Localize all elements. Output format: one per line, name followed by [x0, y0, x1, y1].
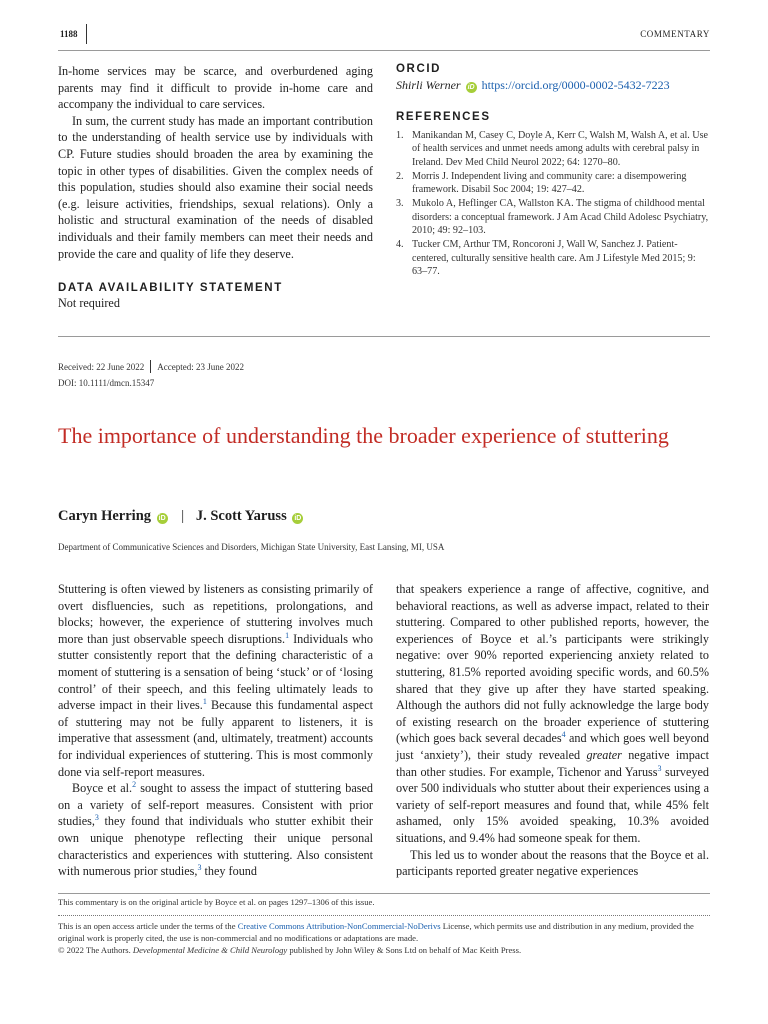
- footer-dotted-rule: [58, 915, 710, 916]
- data-availability-section: [58, 282, 373, 311]
- article-body-right: [396, 581, 709, 880]
- citation-link[interactable]: 4: [561, 730, 566, 740]
- commentary-note: This commentary is on the original article by Boyce et al. on pages 1297–1306 of this issue.: [58, 897, 375, 907]
- author-name[interactable]: J. Scott Yaruss: [195, 508, 287, 524]
- citation-link[interactable]: 1: [285, 630, 290, 640]
- page-number: 1188: [60, 29, 78, 39]
- citation-link[interactable]: 3: [657, 763, 662, 773]
- data-availability-text: Not required: [58, 296, 120, 310]
- references-heading: REFERENCES: [396, 111, 491, 123]
- orcid-heading: ORCID: [396, 63, 442, 75]
- footer-rule: [58, 893, 710, 894]
- received-date: Received: 22 June 2022: [58, 362, 145, 372]
- section-label: COMMENTARY: [640, 29, 710, 39]
- reference-item: 3. Mukolo A, Heflinger CA, Wallston KA. The stigma of childhood mental disorders: a conceptual framework. J Am Acad Child Adolesc Psychiatry, 2010; 49: 92–103.: [396, 198, 709, 237]
- reference-list: [396, 129, 709, 278]
- author-line: [58, 508, 305, 525]
- previous-article-text: [58, 63, 373, 262]
- citation-link[interactable]: 3: [197, 863, 202, 873]
- orcid-icon[interactable]: iD: [294, 515, 302, 522]
- paragraph: Boyce et al.$^2$ sought to assess the impact of stuttering based on a variety of self-report measures. Consistent with prior studies,$^3$ they found that individuals who stutter exhibit their own unique phenotype reflecting their unique personal characteristics and experiences with stuttering. Also consistent with numerous prior studies,$^3$ they found: [58, 780, 373, 879]
- paragraph: In-home services may be scarce, and overburdened aging parents may find it difficult to provide in-home care and accompany the individual to care services.: [58, 64, 373, 112]
- paragraph: In sum, the current study has made an important contribution to the understanding of health service use by individuals with CP. Future studies should broaden the area by examining the topic in other types of disabilities. Given the complex needs of this population, studies should also examine their social needs (e.g. leisure activities, friendships, sexual relations). Only a holistic and structural examination of the needs of disabled individuals and their family members can meet their needs and provide the care and quality of life they deserve.: [58, 113, 373, 261]
- orcid-entry: [396, 78, 709, 93]
- header-rule: [58, 50, 710, 51]
- reference-item: 2. Morris J. Independent living and community care: a disempowering framework. Disabil Soc 2004; 19: 427–42.: [396, 170, 687, 196]
- orcid-link[interactable]: https://orcid.org/0000-0002-5432-7223: [481, 78, 670, 92]
- license-statement: This is an open access article under the terms of the Creative Commons Attribution-NonCommercial-NoDerivs License, which permits use and distribution in any medium, provided the original work is properly cited, the use is non-commercial and no modifications or adaptations are made. © 2022 The Authors. Developmental Medicine & Child Neurology published by John Wiley & Sons Ltd on behalf of Mac Keith Press.: [58, 920, 710, 956]
- citation-link[interactable]: 3: [94, 813, 99, 823]
- paragraph: that speakers experience a range of affective, cognitive, and behavioral reactions, as well as adverse impact, related to their stuttering. Compared to other published reports, however, the experiences of Boyce et al.’s participants were strikingly negative: over 90% reported experiencing anxiety related to stuttering, 81.5% reported avoiding specific words, and 60.5% shared that they give up after they have started speaking. Although the authors did not fully acknowledge the large body of existing research on the broader experience of stuttering (which goes back several decades$^4$ and which goes well beyond just ‘anxiety’), their study revealed greater negative impact than other studies. For example, Tichenor and Yaruss$^3$ surveyed over 500 individuals who stutter about their experiences using a variety of self-report measures and found that, while 45% felt ashamed, only 15% avoided speaking, 10.3% avoided situations, and 9.4% had someone speak for them.: [396, 582, 710, 845]
- reference-item: 4. Tucker CM, Arthur TM, Roncoroni J, Wall W, Sanchez J. Patient-centered, culturally sensitive health care. Am J Lifestyle Med 2015; 9: 63–77.: [396, 239, 696, 277]
- license-link[interactable]: Creative Commons Attribution-NonCommercial-NoDerivs: [237, 921, 441, 931]
- reference-item: 1. Manikandan M, Casey C, Doyle A, Kerr C, Walsh M, Walsh A, et al. Use of health services and unmet needs among adults with cerebral palsy in Ireland. Dev Med Child Neurol 2022; 64: 1270–80.: [396, 130, 709, 168]
- data-availability-heading: DATA AVAILABILITY STATEMENT: [58, 282, 283, 294]
- doi[interactable]: DOI: 10.1111/dmcn.15347: [58, 378, 155, 388]
- citation-link[interactable]: 2: [132, 780, 137, 790]
- orcid-icon[interactable]: iD: [467, 84, 475, 91]
- article-dates: [58, 360, 244, 373]
- author-separator: |: [181, 508, 185, 524]
- article-title: The importance of understanding the broader experience of stuttering: [58, 423, 669, 448]
- paragraph: Stuttering is often viewed by listeners as consisting primarily of overt disfluencies, such as repetitions, prolongations, and blocks; however, the experience of stuttering involves much more than just observable speech disruptions.$^1$ Individuals who stutter consistently report that the defining characteristic of a moment of stuttering is a sensation of being ‘stuck’ or of ‘losing control’ of their speech, and this feeling ultimately leads to adverse impact in their lives.$^1$ Because this fundamental aspect of stuttering may not be fully apparent to listeners, it is imperative that assessment (and, ultimately, treatment) accounts for individual experiences of stuttering. This is most commonly done via self-report measures.: [58, 582, 373, 779]
- article-body-left: [58, 581, 373, 880]
- article-divider: [58, 336, 710, 337]
- header-divider: [86, 24, 87, 44]
- orcid-icon[interactable]: iD: [158, 515, 166, 522]
- orcid-and-references: [396, 63, 709, 279]
- orcid-author-name: Shirli Werner: [396, 78, 461, 92]
- copyright: © 2022 The Authors. Developmental Medicine & Child Neurology published by John Wiley & Sons Ltd on behalf of Mac Keith Press.: [58, 945, 522, 955]
- affiliation: Department of Communicative Sciences and Disorders, Michigan State University, East Lansing, MI, USA: [58, 542, 445, 552]
- author-name[interactable]: Caryn Herring: [58, 508, 152, 524]
- accepted-date: Accepted: 23 June 2022: [157, 362, 244, 372]
- citation-link[interactable]: 1: [202, 697, 207, 707]
- paragraph: This led us to wonder about the reasons that the Boyce et al. participants reported greater negative experiences: [396, 847, 709, 879]
